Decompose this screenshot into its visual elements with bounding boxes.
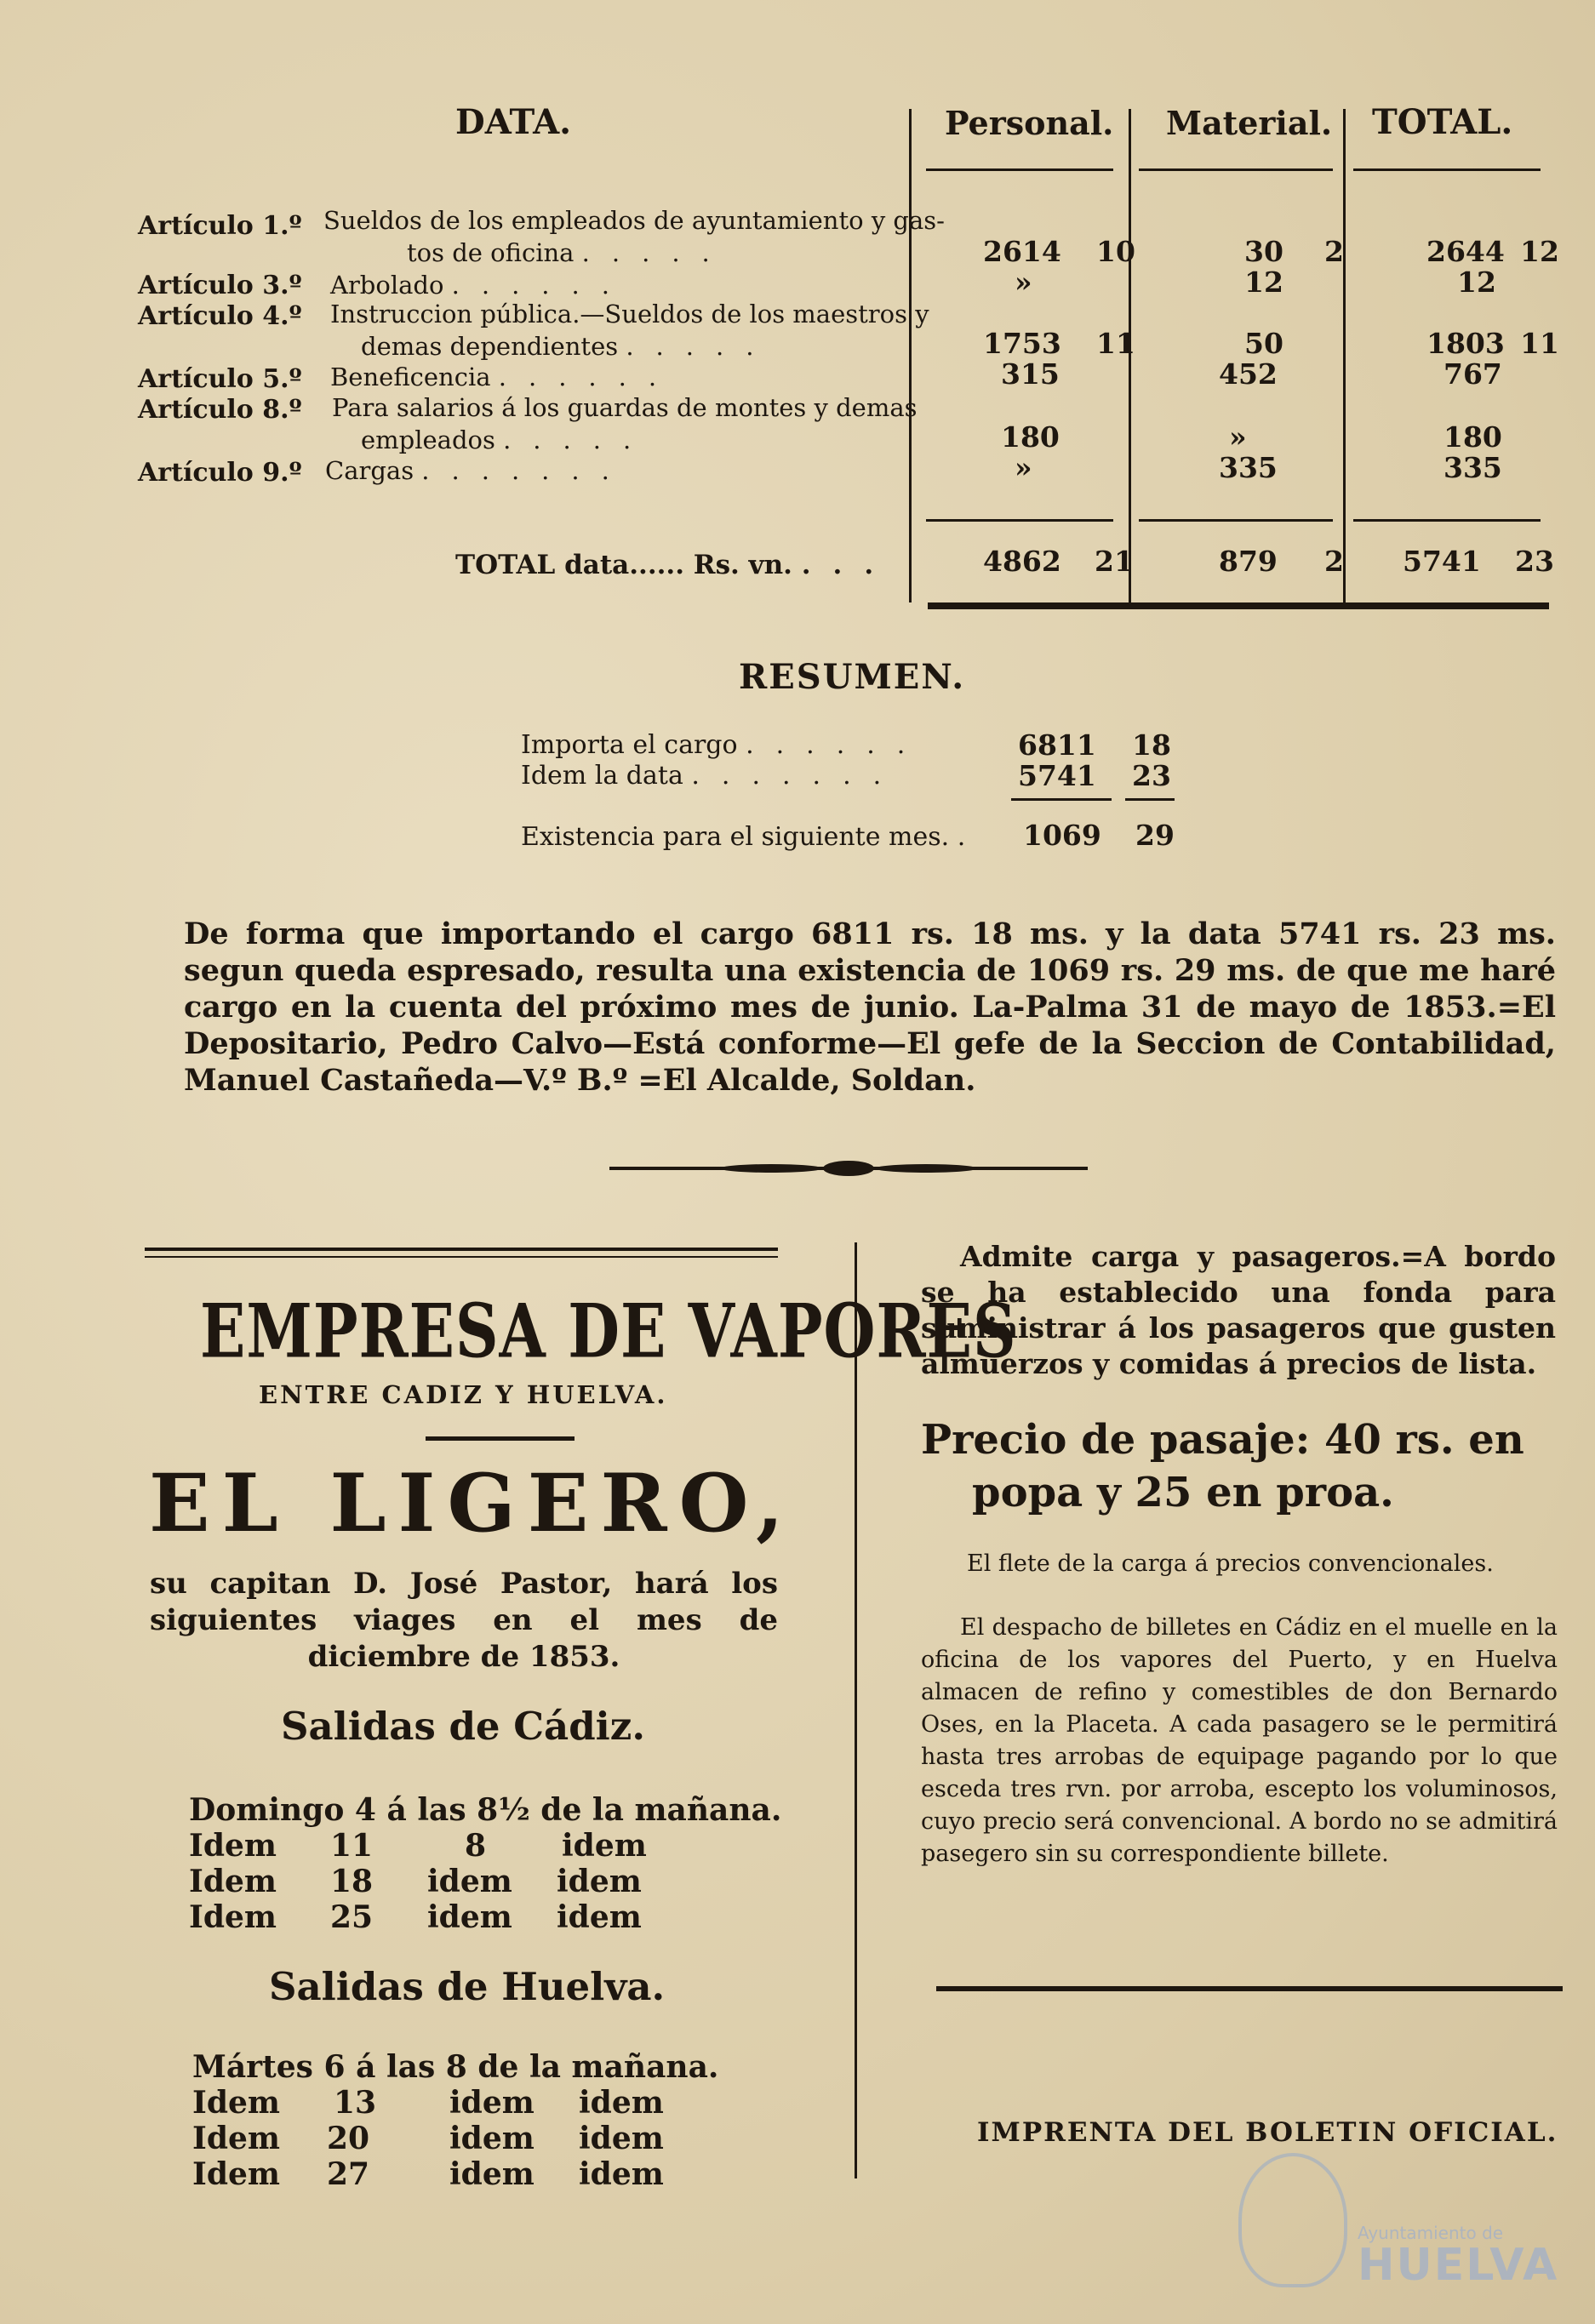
closing-paragraph: De forma que importando el cargo 6811 rs. 18 ms. y la data 5741 rs. 23 ms. segun queda espresado, resulta una existencia de 1069 rs. 29 ms. de que me haré cargo en la cuenta del próximo mes de junio. La-Palma 31 de mayo de 1853.=El Depositario, Pedro Calvo—Está conforme—El gefe de la Seccion de Contabilidad, Manuel Castañeda—V.º B.º =El Alcalde, Soldan. — [184, 916, 1556, 1098]
article-label: Artículo 1.º — [138, 211, 302, 241]
material-value: 335 — [1219, 451, 1278, 484]
personal-value: 315 — [1001, 357, 1060, 391]
data-heading: DATA. — [455, 102, 572, 142]
material-value: 50 — [1244, 327, 1283, 360]
article-description: Sueldos de los empleados de ayuntamiento y gas- — [323, 206, 945, 235]
total-value: 180 — [1444, 420, 1502, 454]
total-material: 879 — [1219, 545, 1278, 578]
table-divider — [928, 602, 1549, 609]
total-total: 5741 — [1403, 545, 1481, 578]
ship-name: EL LIGERO, — [149, 1457, 796, 1550]
existencia-label: Existencia para el siguiente mes. . — [521, 822, 988, 852]
personal-ms: 11 — [1096, 327, 1135, 360]
article-description: Cargas ....... — [325, 456, 632, 485]
schedule-time: idem — [579, 2085, 664, 2121]
article-label: Artículo 5.º — [138, 364, 302, 394]
total-total-ms: 23 — [1515, 545, 1554, 578]
schedule-hour: idem — [427, 1864, 512, 1899]
table-divider — [1353, 519, 1541, 522]
carga-text: Admite carga y pasageros.=A bordo se ha establecido una fonda para suministrar á los pasageros que gusten almuerzos y comidas á precios de lista. — [921, 1240, 1556, 1380]
total-personal-ms: 21 — [1095, 545, 1134, 578]
despacho-text: El despacho de billetes en Cádiz en el muelle en la oficina de los vapores del Puerto, y en Huelva almacen de refino y comestibles de don Bernardo Oses, en la Placeta. A cada pasagero se le permitirá hasta tres arrobas de equipage pagando por lo que esceda tres rvn. por arroba, escepto los voluminosos, cuyo precio será convencional. A bordo no se admitirá pasegero sin su correspondiente billete. — [921, 1614, 1558, 1867]
existencia-rs: 1069 — [1023, 819, 1101, 852]
schedule-row: Mártes 6 á las 8 de la mañana. — [192, 2049, 719, 2085]
schedule-row: Idem — [192, 2156, 281, 2192]
article-label: Artículo 3.º — [138, 271, 302, 300]
column-personal-header: Personal. — [945, 104, 1114, 142]
table-divider — [1343, 109, 1346, 602]
total-value: 2644 — [1426, 235, 1505, 268]
schedule-time: idem — [579, 2156, 664, 2192]
column-total-header: TOTAL. — [1372, 102, 1513, 142]
resumen-divider — [1011, 798, 1112, 801]
schedule-time: idem — [562, 1828, 647, 1864]
cadiz-heading: Salidas de Cádiz. — [281, 1704, 645, 1749]
article-description: Instruccion pública.—Sueldos de los maestros y — [330, 300, 929, 328]
huelva-heading: Salidas de Huelva. — [269, 1964, 666, 2009]
schedule-row: Idem — [192, 2085, 281, 2121]
material-ms: 2 — [1324, 235, 1344, 268]
schedule-time: idem — [557, 1864, 642, 1899]
material-value: 30 — [1244, 235, 1283, 268]
table-divider — [1139, 168, 1333, 171]
resumen-divider — [1125, 798, 1175, 801]
article-description: empleados ..... — [361, 425, 654, 454]
table-divider — [926, 168, 1113, 171]
imprenta-credit: IMPRENTA DEL BOLETIN OFICIAL. — [977, 2117, 1558, 2148]
personal-value: 1753 — [983, 327, 1061, 360]
article-description: Beneficencia ...... — [330, 363, 679, 391]
precio-line-1: Precio de pasaje: 40 rs. en — [921, 1416, 1524, 1464]
advert-top-rule — [145, 1256, 778, 1258]
ornament-divider — [609, 1154, 1088, 1183]
city-seal-logo — [1238, 2153, 1347, 2287]
watermark: Ayuntamiento de HUELVA — [1358, 2223, 1559, 2291]
table-divider — [909, 109, 912, 602]
table-divider — [1353, 168, 1541, 171]
total-material-ms: 2 — [1324, 545, 1344, 578]
schedule-hour: 8 — [465, 1828, 487, 1864]
schedule-day: 18 — [330, 1864, 374, 1899]
personal-value: » — [1015, 451, 1032, 484]
schedule-day: 25 — [330, 1899, 374, 1935]
schedule-time: idem — [579, 2121, 664, 2156]
material-value: 12 — [1244, 266, 1283, 299]
total-value: 335 — [1444, 451, 1502, 484]
data-ms: 23 — [1132, 759, 1171, 792]
schedule-day: 20 — [327, 2121, 370, 2156]
total-label: TOTAL data...... Rs. vn. ... — [455, 550, 896, 580]
total-value: 1803 — [1426, 327, 1505, 360]
column-divider — [855, 1242, 857, 2178]
cargo-ms: 18 — [1132, 728, 1171, 762]
company-name: EMPRESA DE VAPORES — [200, 1287, 1017, 1375]
schedule-day: 13 — [334, 2085, 377, 2121]
advert-top-rule — [145, 1248, 778, 1251]
personal-ms: 10 — [1096, 235, 1135, 268]
schedule-day: 11 — [330, 1828, 374, 1864]
resumen-heading: RESUMEN. — [739, 657, 966, 697]
route-title: ENTRE CADIZ Y HUELVA. — [259, 1380, 668, 1409]
article-label: Artículo 8.º — [138, 395, 302, 425]
flete-text: El flete de la carga á precios convencionales. — [967, 1550, 1494, 1577]
schedule-hour: idem — [449, 2085, 535, 2121]
total-ms: 11 — [1520, 327, 1559, 360]
bottom-rule — [936, 1986, 1563, 1991]
schedule-hour: idem — [449, 2156, 535, 2192]
schedule-time: idem — [557, 1899, 642, 1935]
schedule-day: 27 — [327, 2156, 370, 2192]
schedule-row: Domingo 4 á las 8½ de la mañana. — [189, 1792, 782, 1828]
article-description: tos de oficina ..... — [407, 238, 732, 267]
precio-line-2: popa y 25 en proa. — [972, 1469, 1394, 1516]
schedule-row: Idem — [192, 2121, 281, 2156]
schedule-row: Idem — [189, 1864, 277, 1899]
schedule-row: Idem — [189, 1828, 277, 1864]
schedule-hour: idem — [449, 2121, 535, 2156]
table-divider — [1139, 519, 1333, 522]
material-value: 452 — [1219, 357, 1278, 391]
title-rule — [426, 1436, 575, 1441]
advert-intro: su capitan D. José Pastor, hará los siguientes viages en el mes de diciembre de 1853. — [150, 1567, 778, 1674]
article-label: Artículo 4.º — [138, 301, 302, 331]
article-description: demas dependientes ..... — [361, 332, 776, 361]
table-divider — [926, 519, 1113, 522]
article-description: Para salarios á los guardas de montes y demas — [332, 393, 918, 422]
material-value: » — [1229, 420, 1247, 454]
total-personal: 4862 — [983, 545, 1061, 578]
schedule-hour: idem — [427, 1899, 512, 1935]
data-label: Idem la data ....... — [521, 761, 904, 791]
personal-value: » — [1015, 266, 1032, 299]
total-ms: 12 — [1520, 235, 1559, 268]
article-label: Artículo 9.º — [138, 458, 302, 488]
data-rs: 5741 — [1018, 759, 1096, 792]
column-material-header: Material. — [1166, 104, 1333, 142]
total-value: 12 — [1457, 266, 1496, 299]
schedule-row: Idem — [189, 1899, 277, 1935]
total-value: 767 — [1444, 357, 1502, 391]
cargo-rs: 6811 — [1018, 728, 1096, 762]
personal-value: 180 — [1001, 420, 1060, 454]
existencia-ms: 29 — [1135, 819, 1175, 852]
article-description: Arbolado ...... — [330, 271, 632, 300]
personal-value: 2614 — [983, 235, 1061, 268]
cargo-label: Importa el cargo ...... — [521, 730, 928, 760]
